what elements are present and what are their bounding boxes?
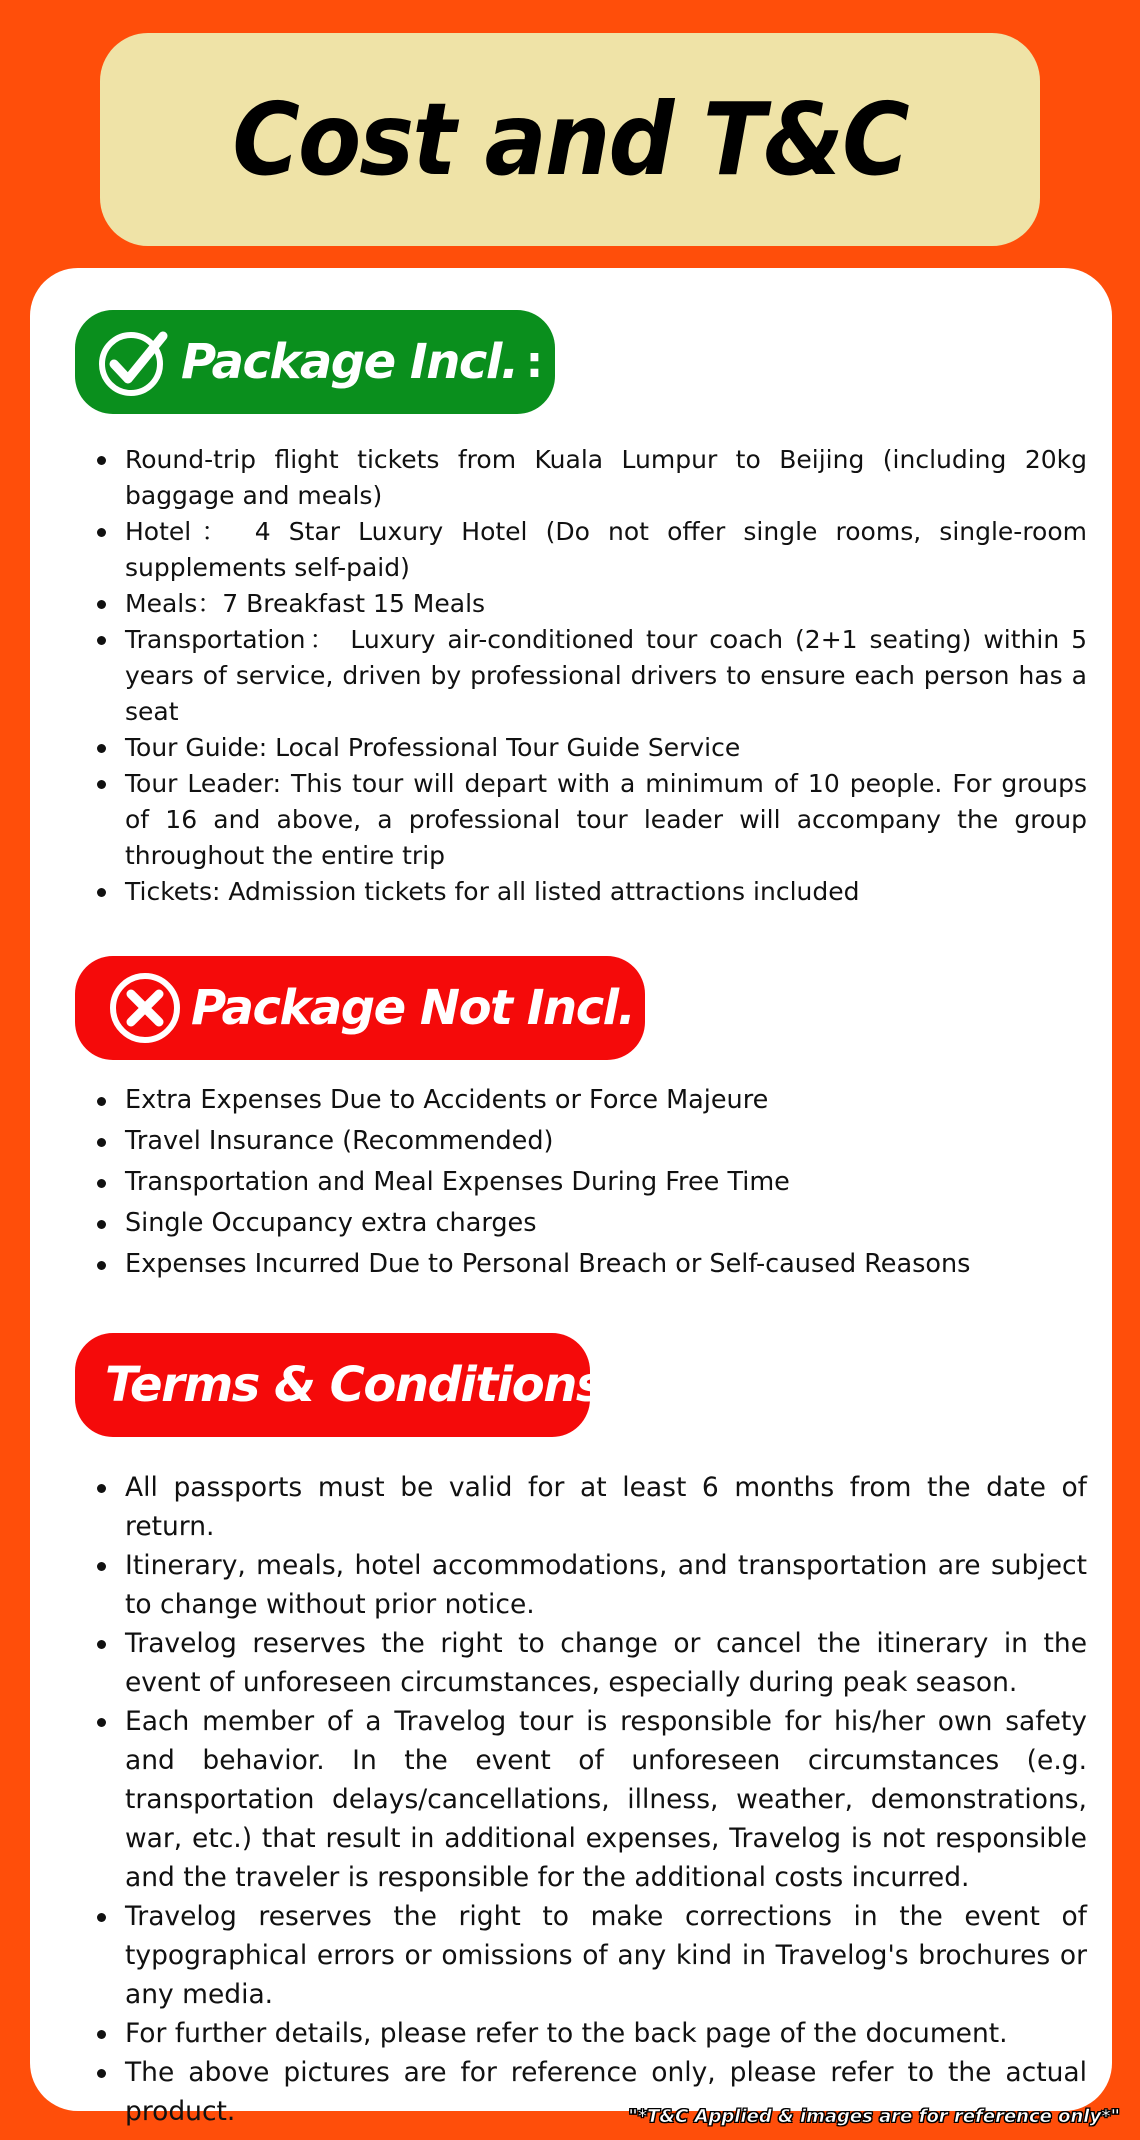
package-included-label: Package Incl. [181, 334, 518, 390]
x-circle-icon [107, 970, 183, 1046]
list-item: Travelog reserves the right to make corrections in the event of typographical errors or omissions of any kind in Travelog's brochures or any media. [125, 1897, 1087, 2014]
package-not-included-colon: : [642, 982, 660, 1034]
package-included-heading [75, 310, 555, 414]
list-item: Single Occupancy extra charges [125, 1203, 1087, 1244]
list-item: Round-trip flight tickets from Kuala Lumpur to Beijing (including 20kg baggage and meals) [125, 442, 1087, 514]
list-item: Travel Insurance (Recommended) [125, 1121, 1087, 1162]
list-item: Travelog reserves the right to change or cancel the itinerary in the event of unforeseen circumstances, especially during peak season. [125, 1624, 1087, 1702]
list-item: Tour Leader: This tour will depart with a minimum of 10 people. For groups of 16 and above, a professional tour leader will accompany the group throughout the entire trip [125, 766, 1087, 874]
list-item: Expenses Incurred Due to Personal Breach or Self-caused Reasons [125, 1244, 1087, 1285]
package-not-included-list [75, 1080, 1087, 1285]
list-item: Transportation： Luxury air-conditioned tour coach (2+1 seating) within 5 years of service, driven by professional drivers to ensure each person has a seat [125, 622, 1087, 730]
check-circle-icon [97, 324, 173, 400]
title-banner [100, 33, 1040, 246]
list-item: Each member of a Travelog tour is responsible for his/her own safety and behavior. In the event of unforeseen circumstances (e.g. transportation delays/cancellations, illness, weather, demonstrations, war, etc.) that result in additional expenses, Travelog is not responsible and the traveler is responsible for the additional costs incurred. [125, 1702, 1087, 1897]
package-included-list [75, 442, 1087, 910]
terms-label: Terms & Conditions [105, 1357, 603, 1413]
list-item: Itinerary, meals, hotel accommodations, and transportation are subject to change without prior notice. [125, 1546, 1087, 1624]
list-item: Tickets: Admission tickets for all listed attractions included [125, 874, 1087, 910]
list-item: The above pictures are for reference only, please refer to the actual product. [125, 2053, 1087, 2131]
terms-heading [75, 1333, 603, 1437]
list-item: Hotel： 4 Star Luxury Hotel (Do not offer single rooms, single-room supplements self-paid) [125, 514, 1087, 586]
terms-list [75, 1468, 1087, 2131]
list-item: Meals：7 Breakfast 15 Meals [125, 586, 1087, 622]
package-not-included-label: Package Not Incl. [191, 980, 635, 1036]
list-item: All passports must be valid for at least 6 months from the date of return. [125, 1468, 1087, 1546]
list-item: For further details, please refer to the back page of the document. [125, 2014, 1087, 2053]
list-item: Transportation and Meal Expenses During Free Time [125, 1162, 1087, 1203]
package-included-colon: : [525, 336, 544, 388]
list-item: Extra Expenses Due to Accidents or Force Majeure [125, 1080, 1087, 1121]
page-title: Cost and T&C [232, 81, 908, 198]
list-item: Tour Guide: Local Professional Tour Guide Service [125, 730, 1087, 766]
package-not-included-heading [75, 956, 660, 1060]
footnote: "*T&C Applied & images are for reference only*" [628, 2106, 1120, 2127]
